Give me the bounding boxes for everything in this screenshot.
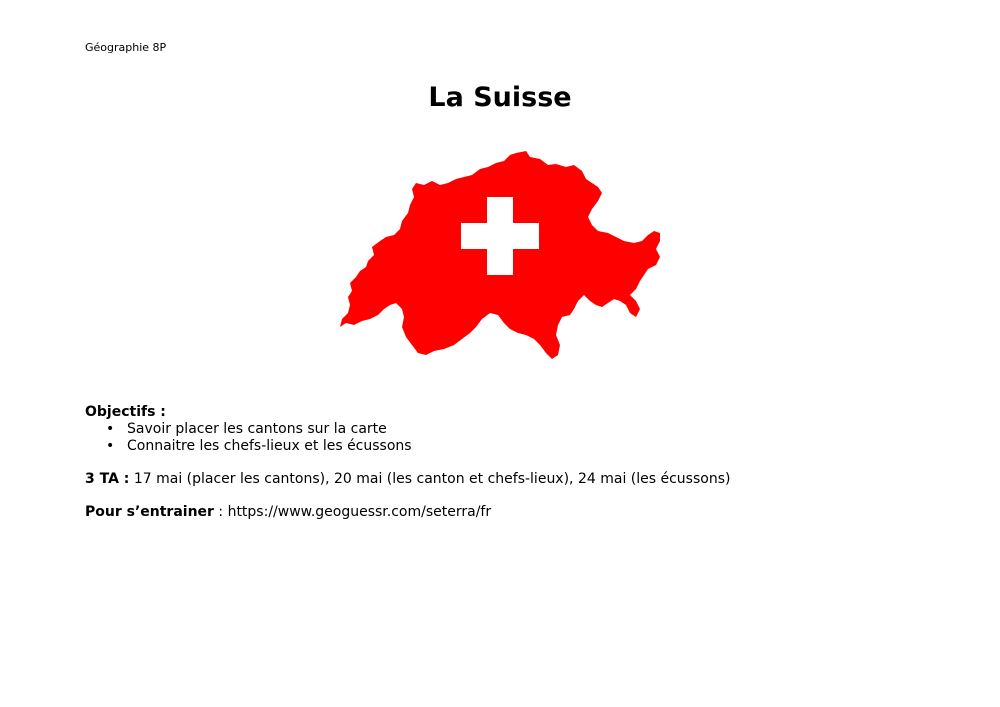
objectives-section [85, 404, 412, 455]
objectives-label: Objectifs : [85, 404, 166, 420]
list-item [106, 438, 412, 455]
training-link-line [85, 504, 491, 520]
objective-text: Connaitre les chefs-lieux et les écussons [127, 438, 412, 454]
cross-horizontal [461, 223, 539, 249]
objective-text: Savoir placer les cantons sur la carte [127, 421, 387, 437]
bullet-icon: • [106, 421, 115, 437]
list-item [106, 421, 412, 438]
bullet-icon: • [106, 438, 115, 454]
training-label: Pour s’entrainer [85, 504, 214, 520]
switzerland-map [330, 145, 670, 370]
training-url: : https://www.geoguessr.com/seterra/fr [213, 504, 492, 520]
page-title: La Suisse [428, 82, 572, 113]
objectives-list [85, 421, 412, 455]
ta-dates [85, 471, 730, 487]
header-subject: Géographie 8P [85, 41, 167, 54]
ta-label: 3 TA : [85, 471, 130, 487]
ta-text: 17 mai (placer les cantons), 20 mai (les canton et chefs-lieux), 24 mai (les écussons) [129, 471, 731, 487]
swiss-map-flag-icon [330, 145, 670, 370]
